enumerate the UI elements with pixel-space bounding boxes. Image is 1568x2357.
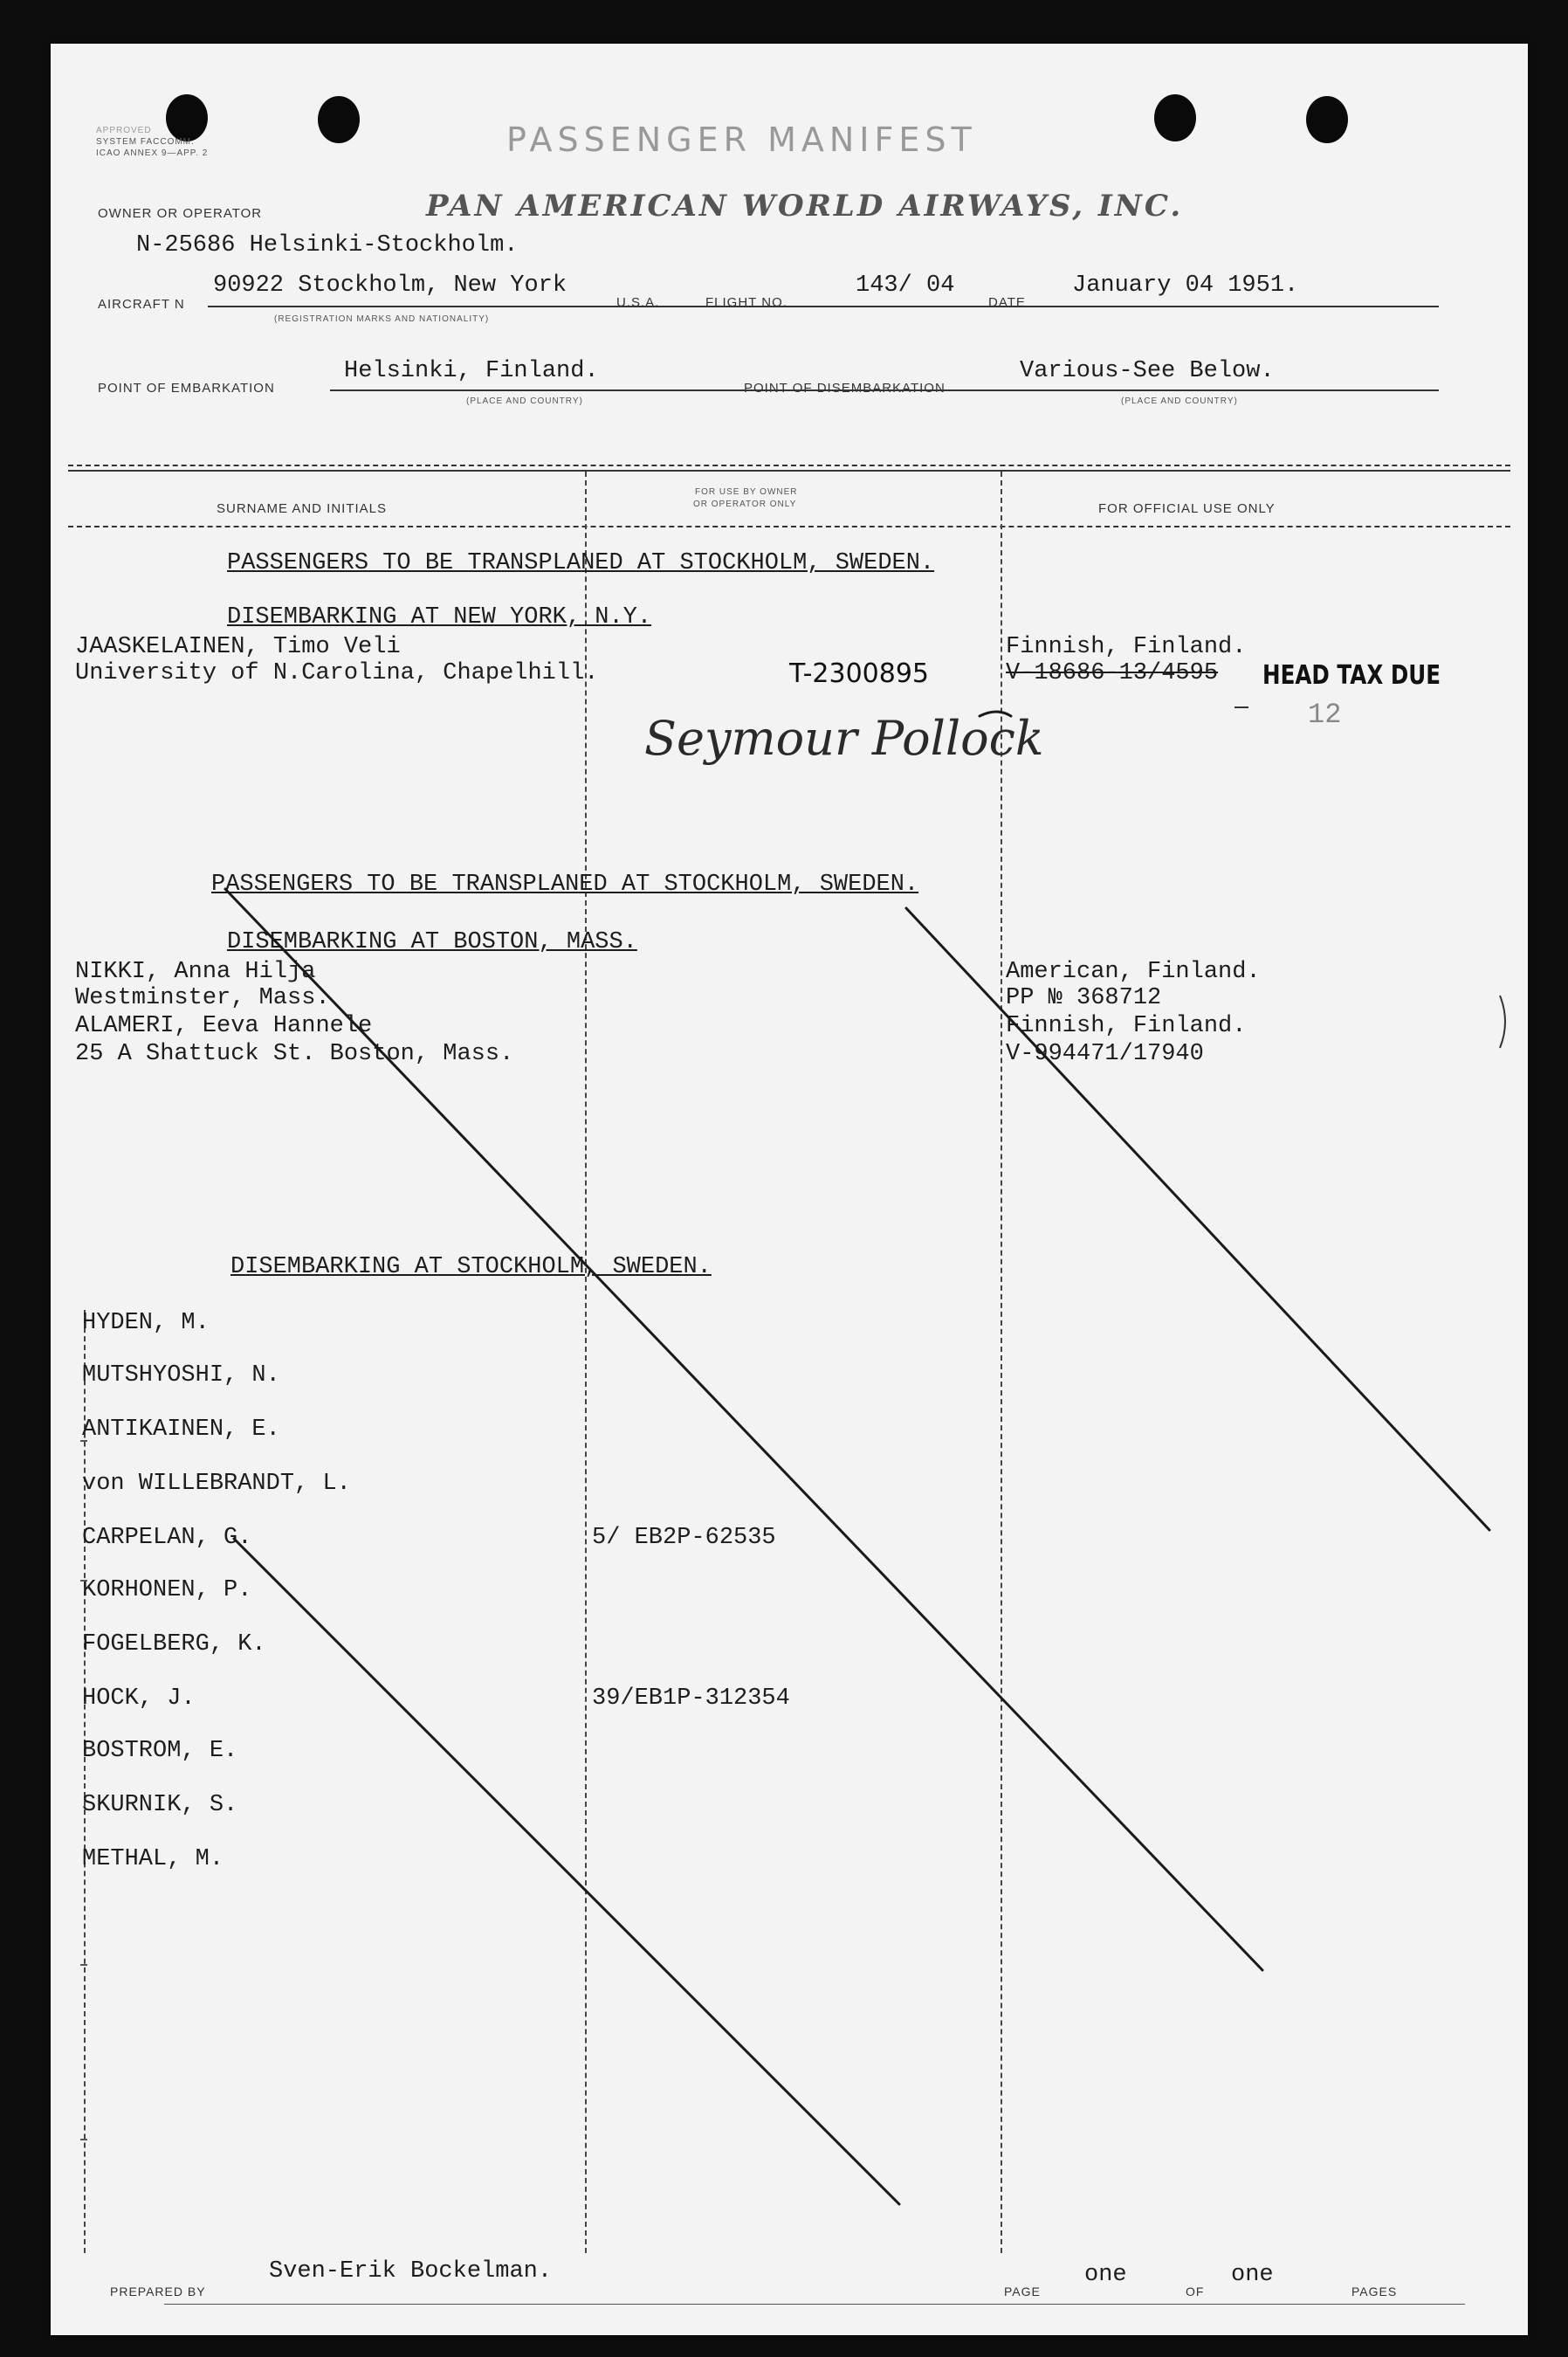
embarkation-label: POINT OF EMBARKATION	[98, 381, 275, 396]
prepared-label: PREPARED BY	[110, 2285, 206, 2298]
passenger-name: SKURNIK, S.	[82, 1792, 238, 1818]
disembarkation-label: POINT OF DISEMBARKATION	[744, 381, 946, 396]
section2-official1: American, Finland.	[1006, 959, 1261, 985]
passenger-name: HYDEN, M.	[82, 1310, 210, 1336]
col-official: FOR OFFICIAL USE ONLY	[1098, 501, 1276, 516]
page-total: one	[1231, 2262, 1274, 2288]
section1-name: JAASKELAINEN, Timo Veli	[75, 634, 401, 660]
section2-name2: ALAMERI, Eeva Hannele	[75, 1013, 373, 1039]
aircraft-value: 90922 Stockholm, New York	[213, 272, 567, 299]
approval-note: APPROVED	[96, 126, 152, 135]
flight-label: FLIGHT NO.	[705, 295, 787, 310]
col-owner-line1: FOR USE BY OWNER	[695, 487, 798, 497]
page-number: one	[1084, 2262, 1127, 2288]
section3-sub: DISEMBARKING AT STOCKHOLM, SWEDEN.	[230, 1254, 712, 1280]
section2-addr2: 25 A Shattuck St. Boston, Mass.	[75, 1041, 514, 1067]
head-tax-stamp: HEAD TAX DUE	[1262, 660, 1441, 691]
section2-name1: NIKKI, Anna Hilja	[75, 959, 316, 985]
passenger-name: HOCK, J.	[82, 1685, 196, 1712]
section1-address: University of N.Carolina, Chapelhill.	[75, 660, 599, 686]
section2-addr1: Westminster, Mass.	[75, 985, 330, 1011]
disembarkation-value: Various-See Below.	[1020, 358, 1275, 384]
system-note: SYSTEM FACCOMM.	[96, 137, 195, 147]
section2-official2: PP № 368712	[1006, 985, 1162, 1011]
section2-heading: PASSENGERS TO BE TRANSPLANED AT STOCKHOLM, SWEDEN.	[211, 872, 919, 898]
prepared-by: Sven-Erik Bockelman.	[269, 2258, 553, 2285]
page-title: PASSENGER MANIFEST	[506, 121, 977, 159]
section2-official3: Finnish, Finland.	[1006, 1013, 1247, 1039]
place-caption-2: (PLACE AND COUNTRY)	[1121, 396, 1238, 406]
airline-name: PAN AMERICAN WORLD AIRWAYS, INC.	[426, 189, 1184, 224]
section1-visa: V-18686-13/4595	[1006, 660, 1219, 686]
date-label: DATE	[988, 295, 1026, 310]
usa-label: U.S.A.	[616, 295, 660, 310]
section1-number: 12	[1308, 699, 1342, 731]
manifest-sheet	[51, 44, 1528, 2335]
passenger-name: BOSTROM, E.	[82, 1738, 238, 1764]
section1-sub: DISEMBARKING AT NEW YORK, N.Y.	[227, 604, 652, 631]
crossout-strokes	[51, 44, 1528, 2335]
col-surname: SURNAME AND INITIALS	[217, 501, 388, 516]
passenger-name: von WILLEBRANDT, L.	[82, 1471, 351, 1497]
signature: Seymour Pollock	[644, 711, 1044, 766]
section2-sub: DISEMBARKING AT BOSTON, MASS.	[227, 929, 637, 955]
passenger-name: MUTSHYOSHI, N.	[82, 1362, 280, 1389]
route-line: N-25686 Helsinki-Stockholm.	[136, 232, 519, 258]
section1-nationality: Finnish, Finland.	[1006, 634, 1247, 660]
place-caption-1: (PLACE AND COUNTRY)	[466, 396, 583, 406]
of-label: OF	[1186, 2285, 1205, 2298]
registration-caption: (REGISTRATION MARKS AND NATIONALITY)	[274, 314, 490, 324]
passenger-name: ANTIKAINEN, E.	[82, 1416, 280, 1443]
section2-official4: V-994471/17940	[1006, 1041, 1204, 1067]
section1-ticket: T-2300895	[789, 658, 930, 689]
passenger-name: METHAL, M.	[82, 1846, 224, 1872]
passenger-name: CARPELAN, G.	[82, 1525, 252, 1551]
passenger-note: 39/EB1P-312354	[592, 1685, 790, 1712]
col-owner-line2: OR OPERATOR ONLY	[693, 500, 797, 509]
icao-note: ICAO ANNEX 9—APP. 2	[96, 148, 209, 158]
embarkation-value: Helsinki, Finland.	[344, 358, 599, 384]
passenger-name: KORHONEN, P.	[82, 1577, 252, 1603]
pages-label: PAGES	[1351, 2285, 1398, 2298]
flight-number: 143/ 04	[856, 272, 955, 299]
owner-label: OWNER OR OPERATOR	[98, 206, 263, 221]
aircraft-label: AIRCRAFT N	[98, 297, 185, 312]
passenger-note: 5/ EB2P-62535	[592, 1525, 776, 1551]
flight-date: January 04 1951.	[1072, 272, 1299, 299]
passenger-name: FOGELBERG, K.	[82, 1631, 266, 1657]
page-label: PAGE	[1004, 2285, 1041, 2298]
section1-heading: PASSENGERS TO BE TRANSPLANED AT STOCKHOLM, SWEDEN.	[227, 550, 935, 576]
